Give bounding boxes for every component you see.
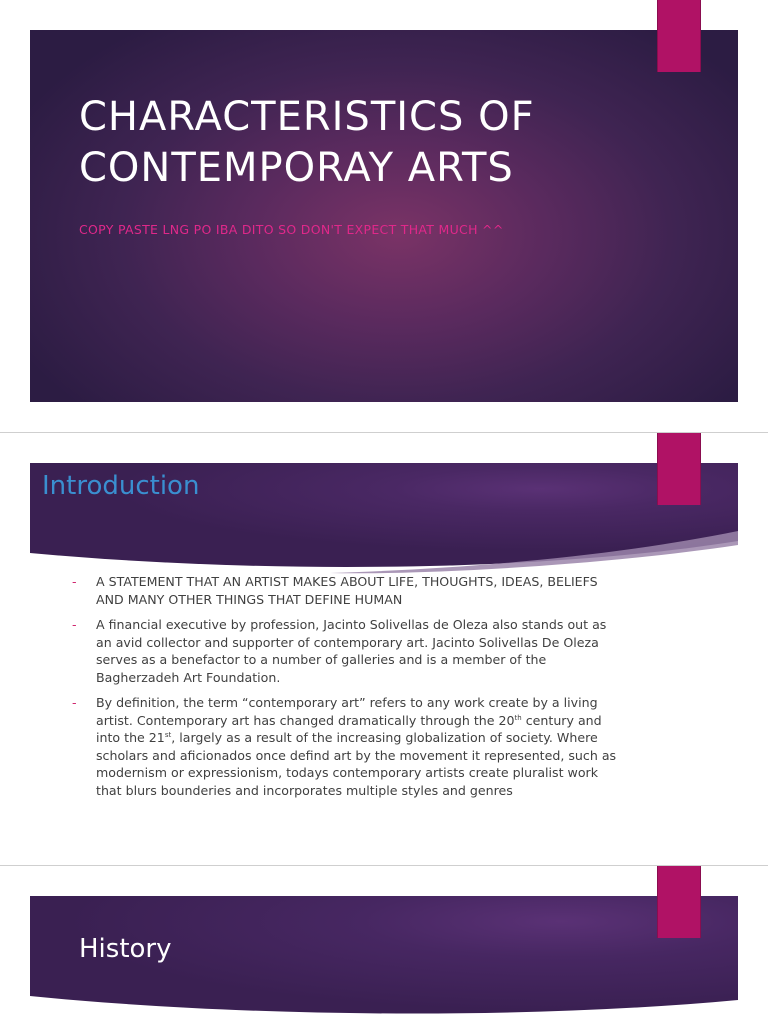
slide-title: [0, 0, 768, 432]
accent-tab: [657, 433, 701, 505]
list-item: [72, 616, 620, 686]
slide-title-text: CHARACTERISTICS OF CONTEMPORAY ARTS: [79, 94, 535, 191]
bullet-text-part: By definition, the term “contemporary art” refers to any work create by a living artist. Contemporary art has changed dramatically through the 20: [96, 695, 598, 728]
accent-tab: [657, 866, 701, 938]
superscript: st: [164, 730, 172, 739]
bullet-dash: -: [72, 617, 77, 632]
section-heading: History: [79, 934, 172, 964]
bullet-dash: -: [72, 574, 77, 589]
bullet-list: [72, 573, 620, 807]
slide-introduction: [0, 433, 768, 865]
list-item: [72, 573, 620, 608]
bullet-text: A financial executive by profession, Jacinto Solivellas de Oleza also stands out as an avid collector and supporter of contemporary art. Jacinto Solivellas De Oleza serves as a benefactor to a number of galleries and is a member of the Bagherzadeh Art Foundation.: [96, 617, 607, 685]
accent-tab: [657, 0, 701, 72]
bullet-text-part: , largely as a result of the increasing globalization of society. Where scholars and aficionados once defind art by the movement it represented, such as modernism or expressionism, todays contemporary artists create pluralist work that blurs bounderies and incorporates multiple styles and genres: [96, 730, 617, 798]
slide-subtitle-text: COPY PASTE LNG PO IBA DITO SO DON'T EXPECT THAT MUCH ^^: [79, 222, 504, 237]
bullet-text-part: century and into the 21: [96, 712, 602, 745]
title-slide-background: [30, 30, 738, 402]
list-item: [72, 694, 620, 799]
bullet-dash: -: [72, 695, 77, 710]
bullet-text: A STATEMENT THAT AN ARTIST MAKES ABOUT LIFE, THOUGHTS, IDEAS, BELIEFS AND MANY OTHER THINGS THAT DEFINE HUMAN: [96, 574, 598, 607]
section-heading: Introduction: [42, 471, 200, 501]
superscript: th: [514, 713, 522, 722]
slide-history: [0, 866, 768, 1024]
